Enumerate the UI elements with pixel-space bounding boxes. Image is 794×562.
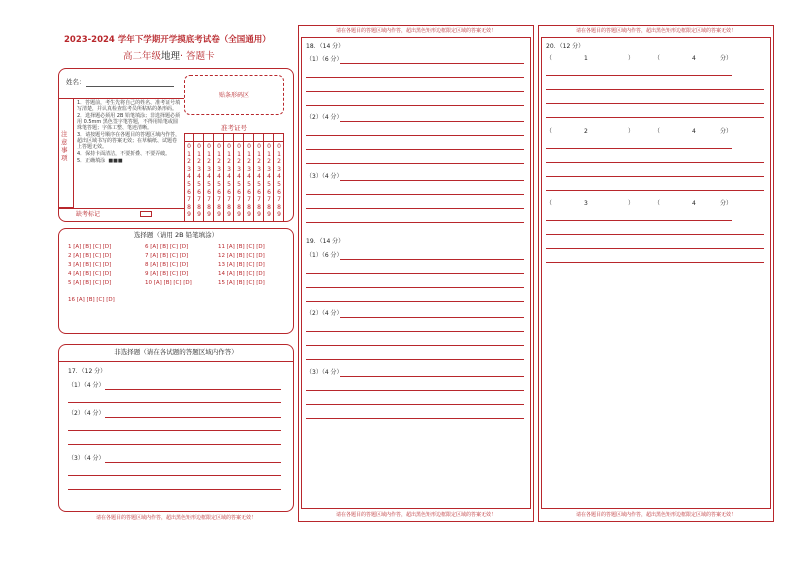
answer-line[interactable] [306, 418, 524, 419]
page-subtitle [123, 48, 215, 62]
answer-line[interactable] [546, 262, 764, 263]
choice-row[interactable]: 14 [A] [B] [C] [D] [218, 271, 265, 277]
admission-digit-bubble[interactable]: 6 [277, 188, 281, 196]
answer-line[interactable] [68, 430, 281, 431]
answer-line[interactable] [105, 462, 281, 463]
nonchoice-divider [58, 361, 294, 362]
answer-line[interactable] [340, 63, 524, 64]
admission-digit-bubble[interactable]: 8 [257, 203, 261, 211]
admission-digit-bubble[interactable]: 7 [187, 196, 191, 204]
admission-digit-bubble[interactable]: 1 [267, 150, 271, 158]
warning-text: 请在各题目的答题区域内作答，超出黑色矩形边框限定区域的答案无效！ [335, 512, 496, 518]
score-unit: 分） [720, 55, 733, 62]
admission-digit-bubble[interactable]: 7 [207, 196, 211, 204]
admission-digit-bubble[interactable]: 4 [227, 173, 231, 181]
q18-part-label: （3）（4 分） [306, 173, 343, 180]
notice-list [77, 100, 181, 164]
admission-digit-bubble[interactable]: 1 [257, 150, 261, 158]
admission-digit-bubble[interactable]: 2 [247, 158, 251, 166]
choice-row[interactable]: 13 [A] [B] [C] [D] [218, 262, 265, 268]
admission-digit-bubble[interactable]: 4 [257, 173, 261, 181]
notice-label: 注意事项 [61, 130, 68, 162]
warning-text: 请在各题目的答题区域内作答，超出黑色矩形边框限定区域的答案无效！ [95, 515, 256, 521]
admission-digit-bubble[interactable]: 5 [237, 181, 241, 188]
admission-digit-bubble[interactable]: 3 [207, 165, 211, 173]
answer-line[interactable] [340, 121, 524, 122]
q17-part-label: （3）（4 分） [68, 455, 105, 462]
answer-line[interactable] [546, 117, 764, 118]
admission-digit-bubble[interactable]: 5 [227, 181, 231, 188]
answer-line[interactable] [546, 75, 732, 76]
answer-line[interactable] [306, 345, 524, 346]
name-field[interactable] [86, 86, 174, 87]
notice-item: 1．答题前，考生先将自己的姓名、准考证号填写清楚，并认真检查监考员所粘贴的条形码。 [77, 100, 181, 112]
answer-line[interactable] [306, 359, 524, 360]
admission-digit-bubble[interactable]: 0 [257, 143, 261, 150]
admission-digit-bubble[interactable]: 3 [257, 165, 261, 173]
answer-line[interactable] [340, 259, 524, 260]
answer-line[interactable] [68, 444, 281, 445]
q20-part-1 [546, 55, 756, 63]
admission-digit-bubble[interactable]: 7 [257, 196, 261, 204]
admission-digit-bubble[interactable]: 4 [197, 173, 201, 181]
answer-line[interactable] [306, 287, 524, 288]
answer-line[interactable] [546, 234, 764, 235]
q19-head: 19．（14 分） [306, 238, 345, 245]
grade-label: 高二年级 [123, 51, 162, 62]
score-unit: 分） [720, 200, 733, 207]
open-paren: （ [654, 55, 661, 62]
answer-line[interactable] [306, 390, 524, 391]
admission-digit-bubble[interactable]: 9 [197, 211, 201, 219]
admission-digit-bubble[interactable]: 3 [237, 165, 241, 173]
absent-divider [58, 208, 184, 209]
answer-line[interactable] [546, 148, 732, 149]
subject-label: 地理 [161, 51, 181, 62]
open-paren: （ [546, 200, 553, 207]
answer-line[interactable] [546, 248, 764, 249]
admission-digit-bubble[interactable]: 6 [217, 188, 221, 196]
part-score: 4 [692, 200, 696, 207]
admission-digit-bubble[interactable]: 2 [227, 158, 231, 166]
notice-top-divider [58, 98, 184, 99]
admission-digit-bubble[interactable]: 7 [217, 196, 221, 204]
barcode-label: 贴条形码区 [218, 92, 249, 99]
answer-line[interactable] [306, 105, 524, 106]
answer-line[interactable] [306, 301, 524, 302]
q19-part-label: （2）（4 分） [306, 310, 343, 317]
admission-digit-bubble[interactable]: 5 [187, 181, 191, 188]
choice-row[interactable]: 6 [A] [B] [C] [D] [145, 244, 189, 250]
admission-digit-bubble[interactable]: 8 [237, 203, 241, 211]
admission-digit-bubble[interactable]: 2 [257, 158, 261, 166]
card-label: 答题卡 [186, 51, 215, 62]
admission-digit-bubble[interactable]: 3 [277, 165, 281, 173]
admission-digit-bubble[interactable]: 6 [207, 188, 211, 196]
choice-row[interactable]: 4 [A] [B] [C] [D] [68, 271, 112, 277]
q19-part-label: （3）（4 分） [306, 369, 343, 376]
admission-digit-bubble[interactable]: 6 [257, 188, 261, 196]
answer-line[interactable] [306, 149, 524, 150]
choice-row[interactable]: 9 [A] [B] [C] [D] [145, 271, 189, 277]
admission-digit-bubble[interactable]: 7 [237, 196, 241, 204]
admission-digit-bubble[interactable]: 9 [257, 211, 261, 219]
open-paren: （ [654, 200, 661, 207]
admission-digit-bubble[interactable]: 6 [237, 188, 241, 196]
q18-part-label: （1）（6 分） [306, 56, 343, 63]
answer-line[interactable] [306, 91, 524, 92]
admission-digit-bubble[interactable]: 5 [277, 181, 281, 188]
part-score: 4 [692, 55, 696, 62]
answer-line[interactable] [306, 77, 524, 78]
admission-digit-bubble[interactable]: 5 [257, 181, 261, 188]
admission-digit-bubble[interactable]: 9 [217, 211, 221, 219]
close-paren: ） [628, 128, 635, 135]
admission-digit-bubble[interactable]: 3 [247, 165, 251, 173]
admission-digit-bubble[interactable]: 0 [237, 143, 241, 150]
answer-line[interactable] [105, 389, 281, 390]
open-paren: （ [546, 128, 553, 135]
choice-row[interactable]: 1 [A] [B] [C] [D] [68, 244, 112, 250]
admission-digit-bubble[interactable]: 6 [197, 188, 201, 196]
admission-digit-bubble[interactable]: 8 [247, 203, 251, 211]
admission-digit-bubble[interactable]: 5 [247, 181, 251, 188]
q18-part-label: （2）（4 分） [306, 114, 343, 121]
answer-line[interactable] [68, 402, 281, 403]
admission-digit-bubble[interactable]: 4 [217, 173, 221, 181]
admission-title: 准考证号 [221, 124, 247, 132]
admission-digit-bubble[interactable]: 8 [277, 203, 281, 211]
notice-item: 2．选择题必须用 2B 铅笔填涂；非选择题必须用 0.5mm 黑色签字笔答题，不得用铅笔或圆珠笔答题；字体工整、笔迹清晰。 [77, 113, 180, 131]
choice-row[interactable]: 3 [A] [B] [C] [D] [68, 262, 112, 268]
admission-digit-bubble[interactable]: 9 [247, 211, 251, 219]
admission-digit-bubble[interactable]: 9 [227, 211, 231, 219]
answer-line[interactable] [546, 176, 764, 177]
admission-digit-bubble[interactable]: 1 [217, 150, 221, 158]
open-paren: （ [654, 128, 661, 135]
choice-row[interactable]: 16 [A] [B] [C] [D] [68, 297, 115, 303]
admission-digit-bubble[interactable]: 9 [207, 211, 211, 219]
admission-digit-bubble[interactable]: 8 [187, 203, 191, 211]
choice-row[interactable]: 7 [A] [B] [C] [D] [145, 253, 189, 259]
admission-digit-bubble[interactable]: 2 [197, 158, 201, 166]
warning-text: 请在各题目的答题区域内作答，超出黑色矩形边框限定区域的答案无效！ [335, 28, 496, 34]
page-title: 2023-2024 学年下学期开学摸底考试卷（全国通用） [64, 35, 271, 45]
admission-digit-bubble[interactable]: 0 [217, 143, 221, 150]
answer-line[interactable] [340, 376, 524, 377]
admission-digit-bubble[interactable]: 9 [187, 211, 191, 219]
answer-line[interactable] [105, 417, 281, 418]
admission-digit-bubble[interactable]: 0 [267, 143, 271, 150]
choice-row[interactable]: 2 [A] [B] [C] [D] [68, 253, 112, 259]
admission-digit-bubble[interactable]: 3 [187, 165, 191, 173]
part-number: 2 [584, 128, 588, 135]
absent-checkbox[interactable] [140, 211, 152, 217]
admission-digit-bubble[interactable]: 2 [187, 158, 191, 166]
answer-line[interactable] [306, 163, 524, 164]
choice-row[interactable]: 5 [A] [B] [C] [D] [68, 280, 112, 286]
admission-digit-bubble[interactable]: 8 [267, 203, 271, 211]
admission-digit-bubble[interactable]: 9 [277, 211, 281, 219]
open-paren: （ [546, 55, 553, 62]
q20-head: 20．（12 分） [546, 43, 585, 50]
answer-line[interactable] [306, 404, 524, 405]
q18-head: 18．（14 分） [306, 43, 345, 50]
admission-digit-bubble[interactable]: 0 [247, 143, 251, 150]
admission-digit-bubble[interactable]: 3 [197, 165, 201, 173]
answer-line[interactable] [546, 103, 764, 104]
warning-text: 请在各题目的答题区域内作答，超出黑色矩形边框限定区域的答案无效！ [575, 512, 736, 518]
admission-digit-bubble[interactable]: 8 [207, 203, 211, 211]
admission-digit-bubble[interactable]: 2 [217, 158, 221, 166]
admission-digit-bubble[interactable]: 6 [227, 188, 231, 196]
notice-item: 3．请按题号顺序在各题目的答题区域内作答，超出区域书写的答案无效；在草稿纸、试题卷上答题无效。 [77, 132, 181, 150]
admission-digit-bubble[interactable]: 4 [267, 173, 271, 181]
admission-digit-bubble[interactable]: 8 [197, 203, 201, 211]
admission-digit-bubble[interactable]: 3 [217, 165, 221, 173]
admission-digit-bubble[interactable]: 0 [187, 143, 191, 150]
answer-line[interactable] [546, 89, 764, 90]
admission-digit-bubble[interactable]: 3 [227, 165, 231, 173]
admission-digit-bubble[interactable]: 6 [267, 188, 271, 196]
choice-row[interactable]: 8 [A] [B] [C] [D] [145, 262, 189, 268]
admission-digit-bubble[interactable]: 4 [207, 173, 211, 181]
choice-row[interactable]: 10 [A] [B] [C] [D] [145, 280, 192, 286]
nonchoice-title: 非选择题（请在各试题的答题区域内作答） [114, 348, 238, 356]
admission-digit-bubble[interactable]: 0 [277, 143, 281, 150]
notice-item: 4．保持卡面清洁，不要折叠、不要弄破。 [77, 151, 171, 157]
warning-text: 请在各题目的答题区域内作答，超出黑色矩形边框限定区域的答案无效！ [575, 28, 736, 34]
absent-label: 缺考标记 [76, 211, 101, 218]
answer-line[interactable] [306, 222, 524, 223]
admission-digit-bubble[interactable]: 1 [207, 150, 211, 158]
answer-line[interactable] [306, 273, 524, 274]
admission-digit-bubble[interactable]: 0 [227, 143, 231, 150]
admission-digit-bubble[interactable]: 5 [207, 181, 211, 188]
answer-line[interactable] [306, 208, 524, 209]
admission-digit-bubble[interactable]: 5 [197, 181, 201, 188]
admission-digit-bubble[interactable]: 0 [207, 143, 211, 150]
admission-digit-bubble[interactable]: 7 [277, 196, 281, 204]
close-paren: ） [628, 55, 635, 62]
admission-digit-bubble[interactable]: 7 [247, 196, 251, 204]
q20-part-3 [546, 200, 756, 208]
part-number: 1 [584, 55, 588, 62]
answer-line[interactable] [546, 220, 732, 221]
answer-line[interactable] [68, 489, 281, 490]
fill-sample: ■■■ [108, 158, 123, 164]
score-unit: 分） [720, 128, 733, 135]
notice-item: 5．正确填涂 ■■■ [77, 158, 123, 164]
answer-line[interactable] [340, 317, 524, 318]
answer-line[interactable] [306, 135, 524, 136]
admission-digit-bubble[interactable]: 1 [247, 150, 251, 158]
admission-digit-bubble[interactable]: 2 [267, 158, 271, 166]
admission-digit-bubble[interactable]: 1 [277, 150, 281, 158]
admission-digit-bubble[interactable]: 7 [267, 196, 271, 204]
choice-row[interactable]: 15 [A] [B] [C] [D] [218, 280, 265, 286]
choice-title: 选择题（请用 2B 铅笔填涂） [133, 231, 219, 239]
admission-digit-bubble[interactable]: 1 [197, 150, 201, 158]
answer-line[interactable] [306, 194, 524, 195]
admission-digit-bubble[interactable]: 4 [277, 173, 281, 181]
admission-digit-bubble[interactable]: 4 [187, 173, 191, 181]
answer-line[interactable] [68, 475, 281, 476]
admission-digit-bubble[interactable]: 8 [227, 203, 231, 211]
admission-digit-bubble[interactable]: 5 [217, 181, 221, 188]
admission-digit-bubble[interactable]: 9 [267, 211, 271, 219]
answer-line[interactable] [546, 162, 764, 163]
q17-part-label: （2）（4 分） [68, 410, 105, 417]
admission-digit-bubble[interactable]: 5 [267, 181, 271, 188]
admission-digit-bubble[interactable]: 8 [217, 203, 221, 211]
answer-line[interactable] [546, 190, 764, 191]
admission-digit-bubble[interactable]: 6 [187, 188, 191, 196]
choice-row[interactable]: 11 [A] [B] [C] [D] [218, 244, 265, 250]
admission-digit-bubble[interactable]: 1 [227, 150, 231, 158]
admission-digit-bubble[interactable]: 2 [277, 158, 281, 166]
name-label: 姓名： [66, 78, 86, 86]
part-number: 3 [584, 200, 588, 207]
part-score: 4 [692, 128, 696, 135]
answer-line[interactable] [340, 180, 524, 181]
admission-digit-bubble[interactable]: 1 [237, 150, 241, 158]
answer-line[interactable] [306, 331, 524, 332]
close-paren: ） [628, 200, 635, 207]
choice-row[interactable]: 12 [A] [B] [C] [D] [218, 253, 265, 259]
admission-digit-bubble[interactable]: 2 [207, 158, 211, 166]
q17-head: 17．（12 分） [68, 368, 107, 375]
admission-digit-bubble[interactable]: 2 [237, 158, 241, 166]
admission-digit-bubble[interactable]: 3 [267, 165, 271, 173]
admission-digit-bubble[interactable]: 4 [237, 173, 241, 181]
q20-answer-area [541, 37, 771, 509]
admission-digit-bubble[interactable]: 7 [227, 196, 231, 204]
q20-part-2 [546, 128, 756, 136]
admission-digit-bubble[interactable]: 9 [237, 211, 241, 219]
admission-digit-bubble[interactable]: 4 [247, 173, 251, 181]
admission-digit-bubble[interactable]: 7 [197, 196, 201, 204]
subtitle-separator: · [180, 51, 184, 62]
admission-digit-bubble[interactable]: 6 [247, 188, 251, 196]
q19-part-label: （1）（6 分） [306, 252, 343, 259]
q17-part-label: （1）（4 分） [68, 382, 105, 389]
admission-digit-bubble[interactable]: 0 [197, 143, 201, 150]
admission-digit-bubble[interactable]: 1 [187, 150, 191, 158]
